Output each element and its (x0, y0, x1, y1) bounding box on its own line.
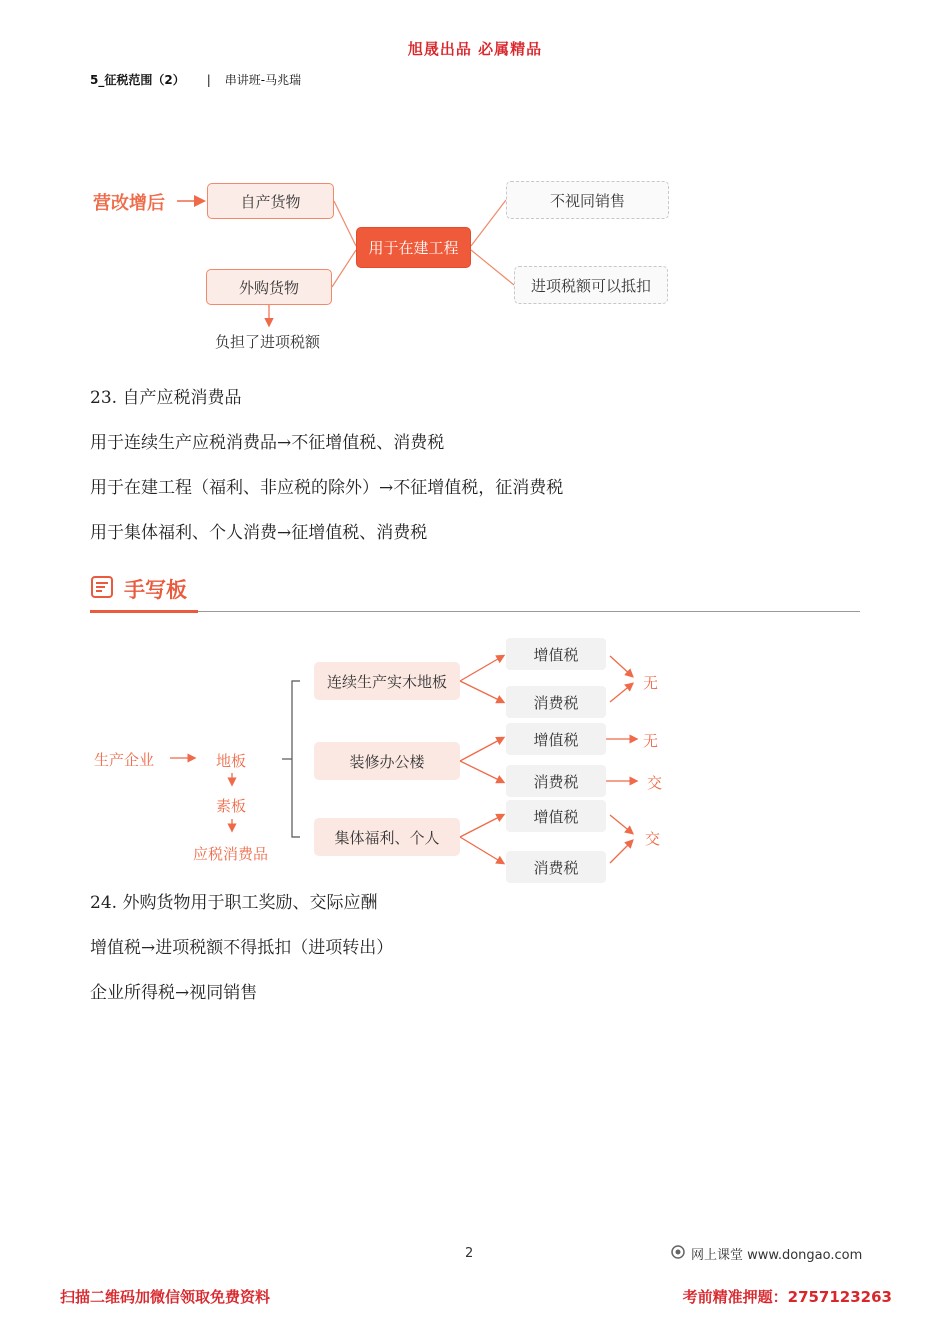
top-banner: 旭晟出品 必属精品 (407, 40, 543, 58)
brand-text: 网上课堂 www.dongao.com (691, 1248, 863, 1263)
input-deductible-node: 进项税额可以抵扣 (514, 266, 668, 304)
page-number: 2 (465, 1246, 474, 1261)
b3-consumption-tax: 消费税 (506, 851, 606, 883)
section-title: 手写板 (124, 577, 187, 602)
purchased-goods-node: 外购货物 (206, 269, 332, 305)
item23-title: 23. 自产应税消费品 (90, 388, 242, 408)
branch-office-renovation: 装修办公楼 (314, 742, 460, 780)
self-goods-node: 自产货物 (207, 183, 334, 219)
b2-consumption-result: 交 (647, 774, 663, 792)
item23-line-1: 用于连续生产应税消费品→不征增值税、消费税 (90, 433, 445, 453)
b1-result: 无 (643, 674, 659, 692)
lead-label: 营改增后 (93, 193, 165, 214)
doc-title: 5_征税范围（2） (90, 73, 185, 87)
taxable-consumer-label: 应税消费品 (193, 845, 269, 863)
producer-label: 生产企业 (94, 751, 155, 769)
item24-title: 24. 外购货物用于职工奖励、交际应酬 (90, 893, 378, 913)
branch-continuous-production: 连续生产实木地板 (314, 662, 460, 700)
item24-line-2: 企业所得税→视同销售 (90, 983, 258, 1003)
b1-vat: 增值税 (506, 638, 606, 670)
header-separator: | (206, 72, 211, 87)
b2-vat-result: 无 (643, 732, 659, 750)
b3-vat: 增值税 (506, 800, 606, 832)
branch-bracket (292, 681, 300, 837)
brand-logo-icon (671, 1245, 685, 1263)
b3-result: 交 (645, 830, 661, 848)
doc-subtitle: 串讲班-马兆瑞 (224, 73, 302, 87)
footer-right-note: 考前精准押题：2757123263 (682, 1288, 892, 1306)
not-deemed-sale-node: 不视同销售 (506, 181, 669, 219)
item24-line-1: 增值税→进项税额不得抵扣（进项转出） (90, 938, 394, 958)
branch-welfare-personal: 集体福利、个人 (314, 818, 460, 856)
b2-vat: 增值税 (506, 723, 606, 755)
construction-node: 用于在建工程 (356, 227, 471, 268)
item23-line-2: 用于在建工程（福利、非应税的除外）→不征增值税，征消费税 (90, 478, 564, 498)
bore-input-tax-label: 负担了进项税额 (215, 333, 321, 351)
brand-footer (671, 1244, 862, 1263)
floor-label: 地板 (216, 752, 247, 770)
plain-board-label: 素板 (216, 797, 247, 815)
item23-line-3: 用于集体福利、个人消费→征增值税、消费税 (90, 523, 428, 543)
b2-consumption-tax: 消费税 (506, 765, 606, 797)
footer-left-note: 扫描二维码加微信领取免费资料 (60, 1288, 271, 1306)
b1-consumption-tax: 消费税 (506, 686, 606, 718)
